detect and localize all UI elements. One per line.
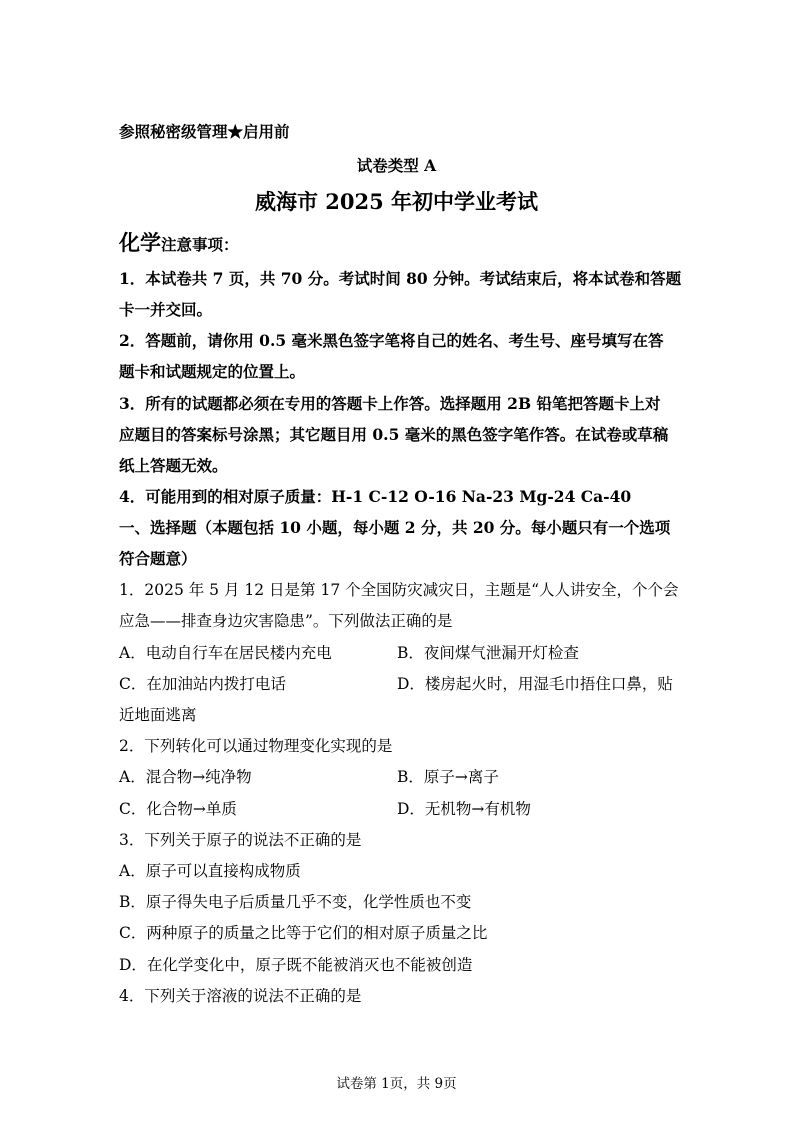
question-3-option-a: A．原子可以直接构成物质 [119,862,301,880]
notice-3-line-3: 纸上答题无效。 [119,456,228,475]
notice-4-line-1: 4．可能用到的相对原子质量：H-1 C-12 O-16 Na-23 Mg-24 Ca-40 [119,487,632,506]
question-1-option-d-continued: 近地面逃离 [119,706,197,724]
question-3-option-b: B．原子得失电子后质量几乎不变，化学性质也不变 [119,893,472,911]
question-1-stem-line-1: 1．2025 年 5 月 12 日是第 17 个全国防灾减灾日，主题是“人人讲安全，个个会 [119,581,679,599]
question-2-option-a: A．混合物→纯净物 [119,768,252,786]
page-footer: 试卷第 1页，共 9页 [336,1076,457,1092]
question-2-option-b: B．原子→离子 [397,768,499,786]
question-3-option-c: C．两种原子的质量之比等于它们的相对原子质量之比 [119,924,488,942]
paper-type-label: 试卷类型 A [356,156,437,175]
question-4-stem: 4．下列关于溶液的说法不正确的是 [119,987,362,1005]
question-2-option-c: C．化合物→单质 [119,800,237,818]
question-1-option-d: D．楼房起火时，用湿毛巾捂住口鼻，贴 [397,675,673,693]
question-1-option-a: A．电动自行车在居民楼内充电 [119,644,332,662]
section-heading-line-1: 一、选择题（本题包括 10 小题，每小题 2 分，共 20 分。每小题只有一个选项 [119,518,671,537]
question-2-stem: 2．下列转化可以通过物理变化实现的是 [119,737,393,755]
notice-2-line-2: 题卡和试题规定的位置上。 [119,362,306,381]
question-2-option-d: D．无机物→有机物 [397,800,531,818]
question-1-option-c: C．在加油站内拨打电话 [119,675,286,693]
question-1-option-b: B．夜间煤气泄漏开灯检查 [397,644,579,662]
section-heading-line-2: 符合题意） [119,549,197,568]
subject-name: 化学 [119,230,161,255]
notice-3-line-1: 3．所有的试题都必须在专用的答题卡上作答。选择题用 2B 铅笔把答题卡上对 [119,394,661,413]
subject-heading [119,230,239,258]
notice-1-line-1: 1．本试卷共 7 页，共 70 分。考试时间 80 分钟。考试结束后，将本试卷和答题 [119,269,682,288]
secrecy-label: 参照秘密级管理★启用前 [119,122,290,141]
notice-1-line-2: 卡一并交回。 [119,300,213,319]
question-3-option-d: D．在化学变化中，原子既不能被消灭也不能被创造 [119,956,473,974]
notice-heading: 注意事项： [161,235,239,254]
page-title: 威海市 2025 年初中学业考试 [254,189,539,214]
question-3-stem: 3．下列关于原子的说法不正确的是 [119,831,362,849]
notice-3-line-2: 应题目的答案标号涂黑；其它题目用 0.5 毫米的黑色签字笔作答。在试卷或草稿 [119,425,669,444]
question-1-stem-line-2: 应急——排查身边灾害隐患”。下列做法正确的是 [119,612,453,630]
notice-2-line-1: 2．答题前，请你用 0.5 毫米黑色签字笔将自己的姓名、考生号、座号填写在答 [119,331,664,350]
